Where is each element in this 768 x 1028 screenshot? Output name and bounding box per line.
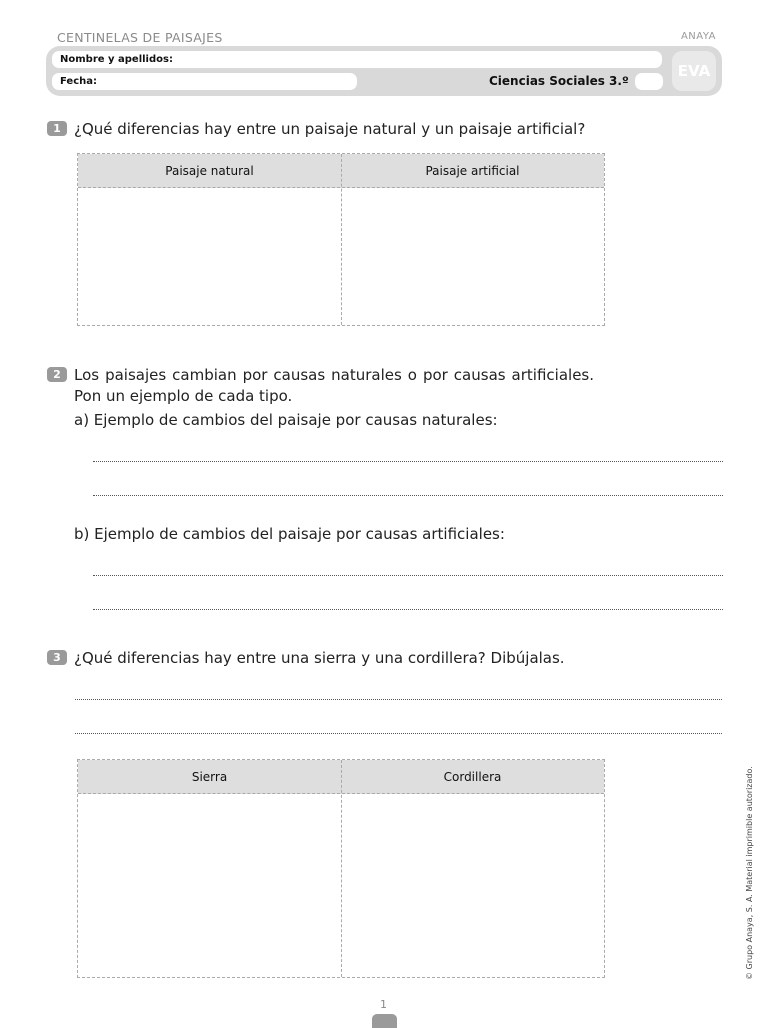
- column-header-sierra: Sierra: [191, 770, 228, 784]
- question-2-text-line2: Pon un ejemplo de cada tipo.: [74, 387, 293, 405]
- date-field[interactable]: Fecha:: [52, 73, 357, 90]
- question-2-part-a: a) Ejemplo de cambios del paisaje por causas naturales:: [74, 411, 498, 429]
- question-3-text: ¿Qué diferencias hay entre una sierra y una cordillera? Dibújalas.: [74, 649, 565, 667]
- publisher-logo: ANAYA: [680, 31, 716, 42]
- answer-line-2a-1[interactable]: [93, 461, 723, 462]
- question-number-1: 1: [47, 121, 67, 136]
- answer-line-2b-2[interactable]: [93, 609, 723, 610]
- eva-badge: EVA: [672, 51, 716, 91]
- answer-line-3-2[interactable]: [75, 733, 722, 734]
- name-field[interactable]: Nombre y apellidos:: [52, 51, 662, 68]
- page-number: 1: [380, 998, 387, 1011]
- answer-table-3: [77, 759, 605, 978]
- column-header-cordillera: Cordillera: [443, 770, 502, 784]
- answer-line-3-1[interactable]: [75, 699, 722, 700]
- question-1-text: ¿Qué diferencias hay entre un paisaje natural y un paisaje artificial?: [74, 120, 586, 138]
- question-number-2: 2: [47, 367, 67, 382]
- copyright-notice: © Grupo Anaya, S. A. Material imprimible autorizado.: [745, 766, 754, 980]
- column-header-natural: Paisaje natural: [165, 164, 254, 178]
- question-number-3: 3: [47, 650, 67, 665]
- question-2-part-b: b) Ejemplo de cambios del paisaje por causas artificiales:: [74, 525, 505, 543]
- column-divider: [341, 760, 342, 977]
- question-2-text-line1: Los paisajes cambian por causas naturales o por causas artificiales.: [74, 366, 594, 384]
- series-title: CENTINELAS DE PAISAJES: [57, 30, 223, 45]
- column-header-artificial: Paisaje artificial: [425, 164, 520, 178]
- subject-label: Ciencias Sociales 3.º: [489, 74, 629, 88]
- grade-field[interactable]: [635, 73, 663, 90]
- answer-line-2b-1[interactable]: [93, 575, 723, 576]
- page-tab: [372, 1014, 397, 1028]
- student-info-box: [46, 46, 722, 96]
- answer-table-1: [77, 153, 605, 326]
- column-divider: [341, 154, 342, 325]
- answer-line-2a-2[interactable]: [93, 495, 723, 496]
